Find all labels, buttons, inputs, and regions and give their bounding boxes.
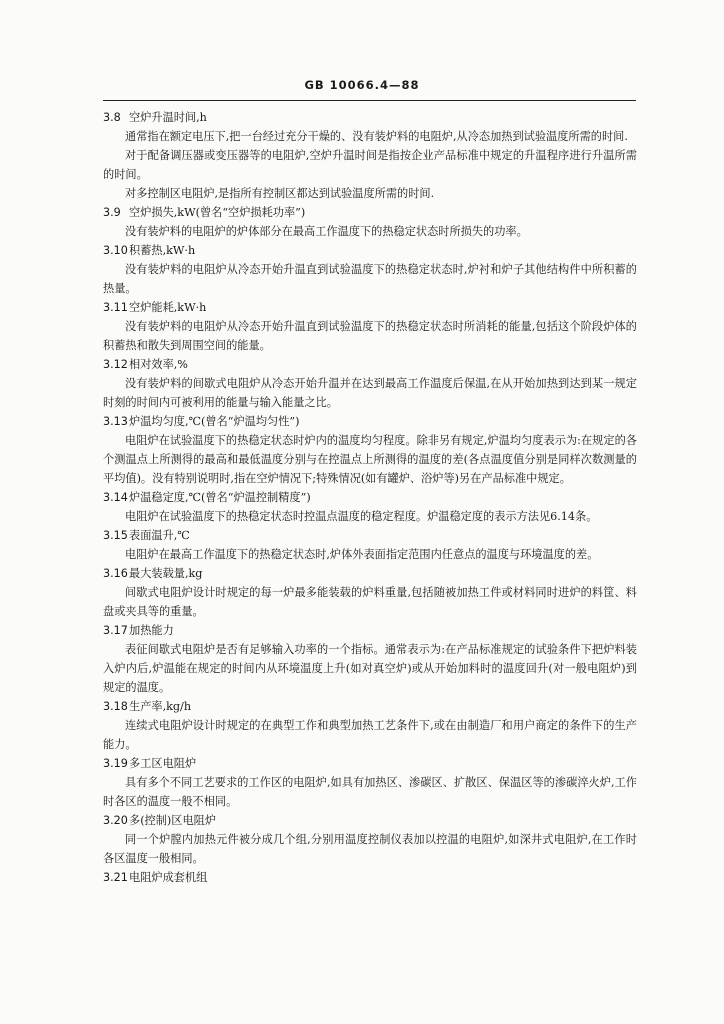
clause-paragraph: 没有装炉料的电阻炉的炉体部分在最高工作温度下的热稳定状态时所损失的功率。 [125,225,528,238]
clause-paragraph: 表征间歇式电阻炉是否有足够输入功率的一个指标。通常表示为:在产品标准规定的试验条件下把炉料装入炉内后,炉温能在规定的时间内从环境温度上升(如对真空炉)或从开始加料时的温度回升(对一般电阻炉)到规定的温度。 [103,643,637,694]
clause-number: 3.15 [103,529,128,542]
clause-title: 炉温均匀度,℃(曾名“炉温均匀性”) [129,415,300,428]
clause-title: 空炉升温时间,h [129,111,207,124]
clause-heading [103,298,637,317]
header-rule [103,100,636,101]
clause-heading [103,526,637,545]
document-body [103,108,637,887]
clause-heading [103,241,637,260]
clause-title: 积蓄热,kW·h [129,244,196,257]
page-header: GB 10066.4—88 [304,78,420,92]
clause-number: 3.13 [103,415,128,428]
clause-number: 3.11 [103,301,128,314]
clause-number: 3.20 [103,814,128,827]
clause-title: 空炉能耗,kW·h [129,301,207,314]
clause-paragraph: 电阻炉在试验温度下的热稳定状态时炉内的温度均匀程度。除非另有规定,炉温均匀度表示为:在规定的各个测温点上所测得的最高和最低温度分别与在控温点上所测得的温度的差(各点温度值分别是同样次数测量的平均值)。没有特别说明时,指在空炉情况下;特殊情况(如有罐炉、浴炉等)另在产品标准中规定。 [103,434,637,485]
clause-paragraph: 连续式电阻炉设计时规定的在典型工作和典型加热工艺条件下,或在由制造厂和用户商定的条件下的生产能力。 [103,719,637,751]
clause-paragraph: 对于配备调压器或变压器等的电阻炉,空炉升温时间是指按企业产品标准中规定的升温程序进行升温所需的时间。 [103,149,637,181]
clause-number: 3.9 [103,206,121,219]
clause-title: 生产率,kg/h [129,700,192,713]
clause-heading [103,697,637,716]
clause-heading [103,564,637,583]
clause-paragraph: 电阻炉在试验温度下的热稳定状态时控温点温度的稳定程度。炉温稳定度的表示方法见6.14条。 [125,510,598,523]
clause-paragraph: 具有多个不同工艺要求的工作区的电阻炉,如具有加热区、渗碳区、扩散区、保温区等的渗碳淬火炉,工作时各区的温度一般不相同。 [103,776,637,808]
clause-title: 多工区电阻炉 [129,757,197,770]
clause-paragraph: 没有装炉料的电阻炉从冷态开始升温直到试验温度下的热稳定状态时,炉衬和炉子其他结构件中所积蓄的热量。 [103,263,637,295]
clause-heading [103,412,637,431]
clause-number: 3.17 [103,624,128,637]
clause-heading [103,621,637,640]
clause-heading [103,811,637,830]
clause-heading [103,108,637,127]
clause-title: 多(控制)区电阻炉 [129,814,217,827]
clause-number: 3.12 [103,358,128,371]
clause-paragraph: 间歇式电阻炉设计时规定的每一炉最多能装载的炉料重量,包括随被加热工件或材料同时进炉的料筐、料盘或夹具等的重量。 [103,586,637,618]
clause-number: 3.21 [103,871,128,884]
clause-title: 表面温升,℃ [129,529,190,542]
clause-number: 3.19 [103,757,128,770]
clause-heading [103,488,637,507]
clause-paragraph: 通常指在额定电压下,把一台经过充分干燥的、没有装炉料的电阻炉,从冷态加热到试验温度所需的时间. [125,130,628,143]
clause-paragraph: 没有装炉料的间歇式电阻炉从冷态开始升温并在达到最高工作温度后保温,在从开始加热到达到某一规定时刻的时间内可被利用的能量与输入能量之比。 [103,377,637,409]
clause-number: 3.18 [103,700,128,713]
clause-title: 空炉损失,kW(曾名“空炉损耗功率”) [129,206,306,219]
clause-title: 最大装载量,kg [129,567,203,580]
clause-number: 3.8 [103,111,121,124]
clause-heading [103,203,637,222]
clause-heading [103,868,637,887]
clause-heading [103,754,637,773]
clause-paragraph: 对多控制区电阻炉,是指所有控制区都达到试验温度所需的时间. [125,187,435,200]
clause-title: 相对效率,% [129,358,188,371]
clause-heading [103,355,637,374]
clause-title: 加热能力 [129,624,174,637]
clause-number: 3.14 [103,491,128,504]
clause-paragraph: 电阻炉在最高工作温度下的热稳定状态时,炉体外表面指定范围内任意点的温度与环境温度的差。 [125,548,599,561]
clause-paragraph: 没有装炉料的电阻炉从冷态开始升温直到试验温度下的热稳定状态时所消耗的能量,包括这个阶段炉体的积蓄热和散失到周围空间的能量。 [103,320,637,352]
clause-number: 3.10 [103,244,128,257]
clause-paragraph: 同一个炉膛内加热元件被分成几个组,分别用温度控制仪表加以控温的电阻炉,如深井式电阻炉,在工作时各区温度一般相同。 [103,833,637,865]
clause-number: 3.16 [103,567,128,580]
clause-title: 电阻炉成套机组 [129,871,208,884]
clause-title: 炉温稳定度,℃(曾名“炉温控制精度”) [129,491,311,504]
